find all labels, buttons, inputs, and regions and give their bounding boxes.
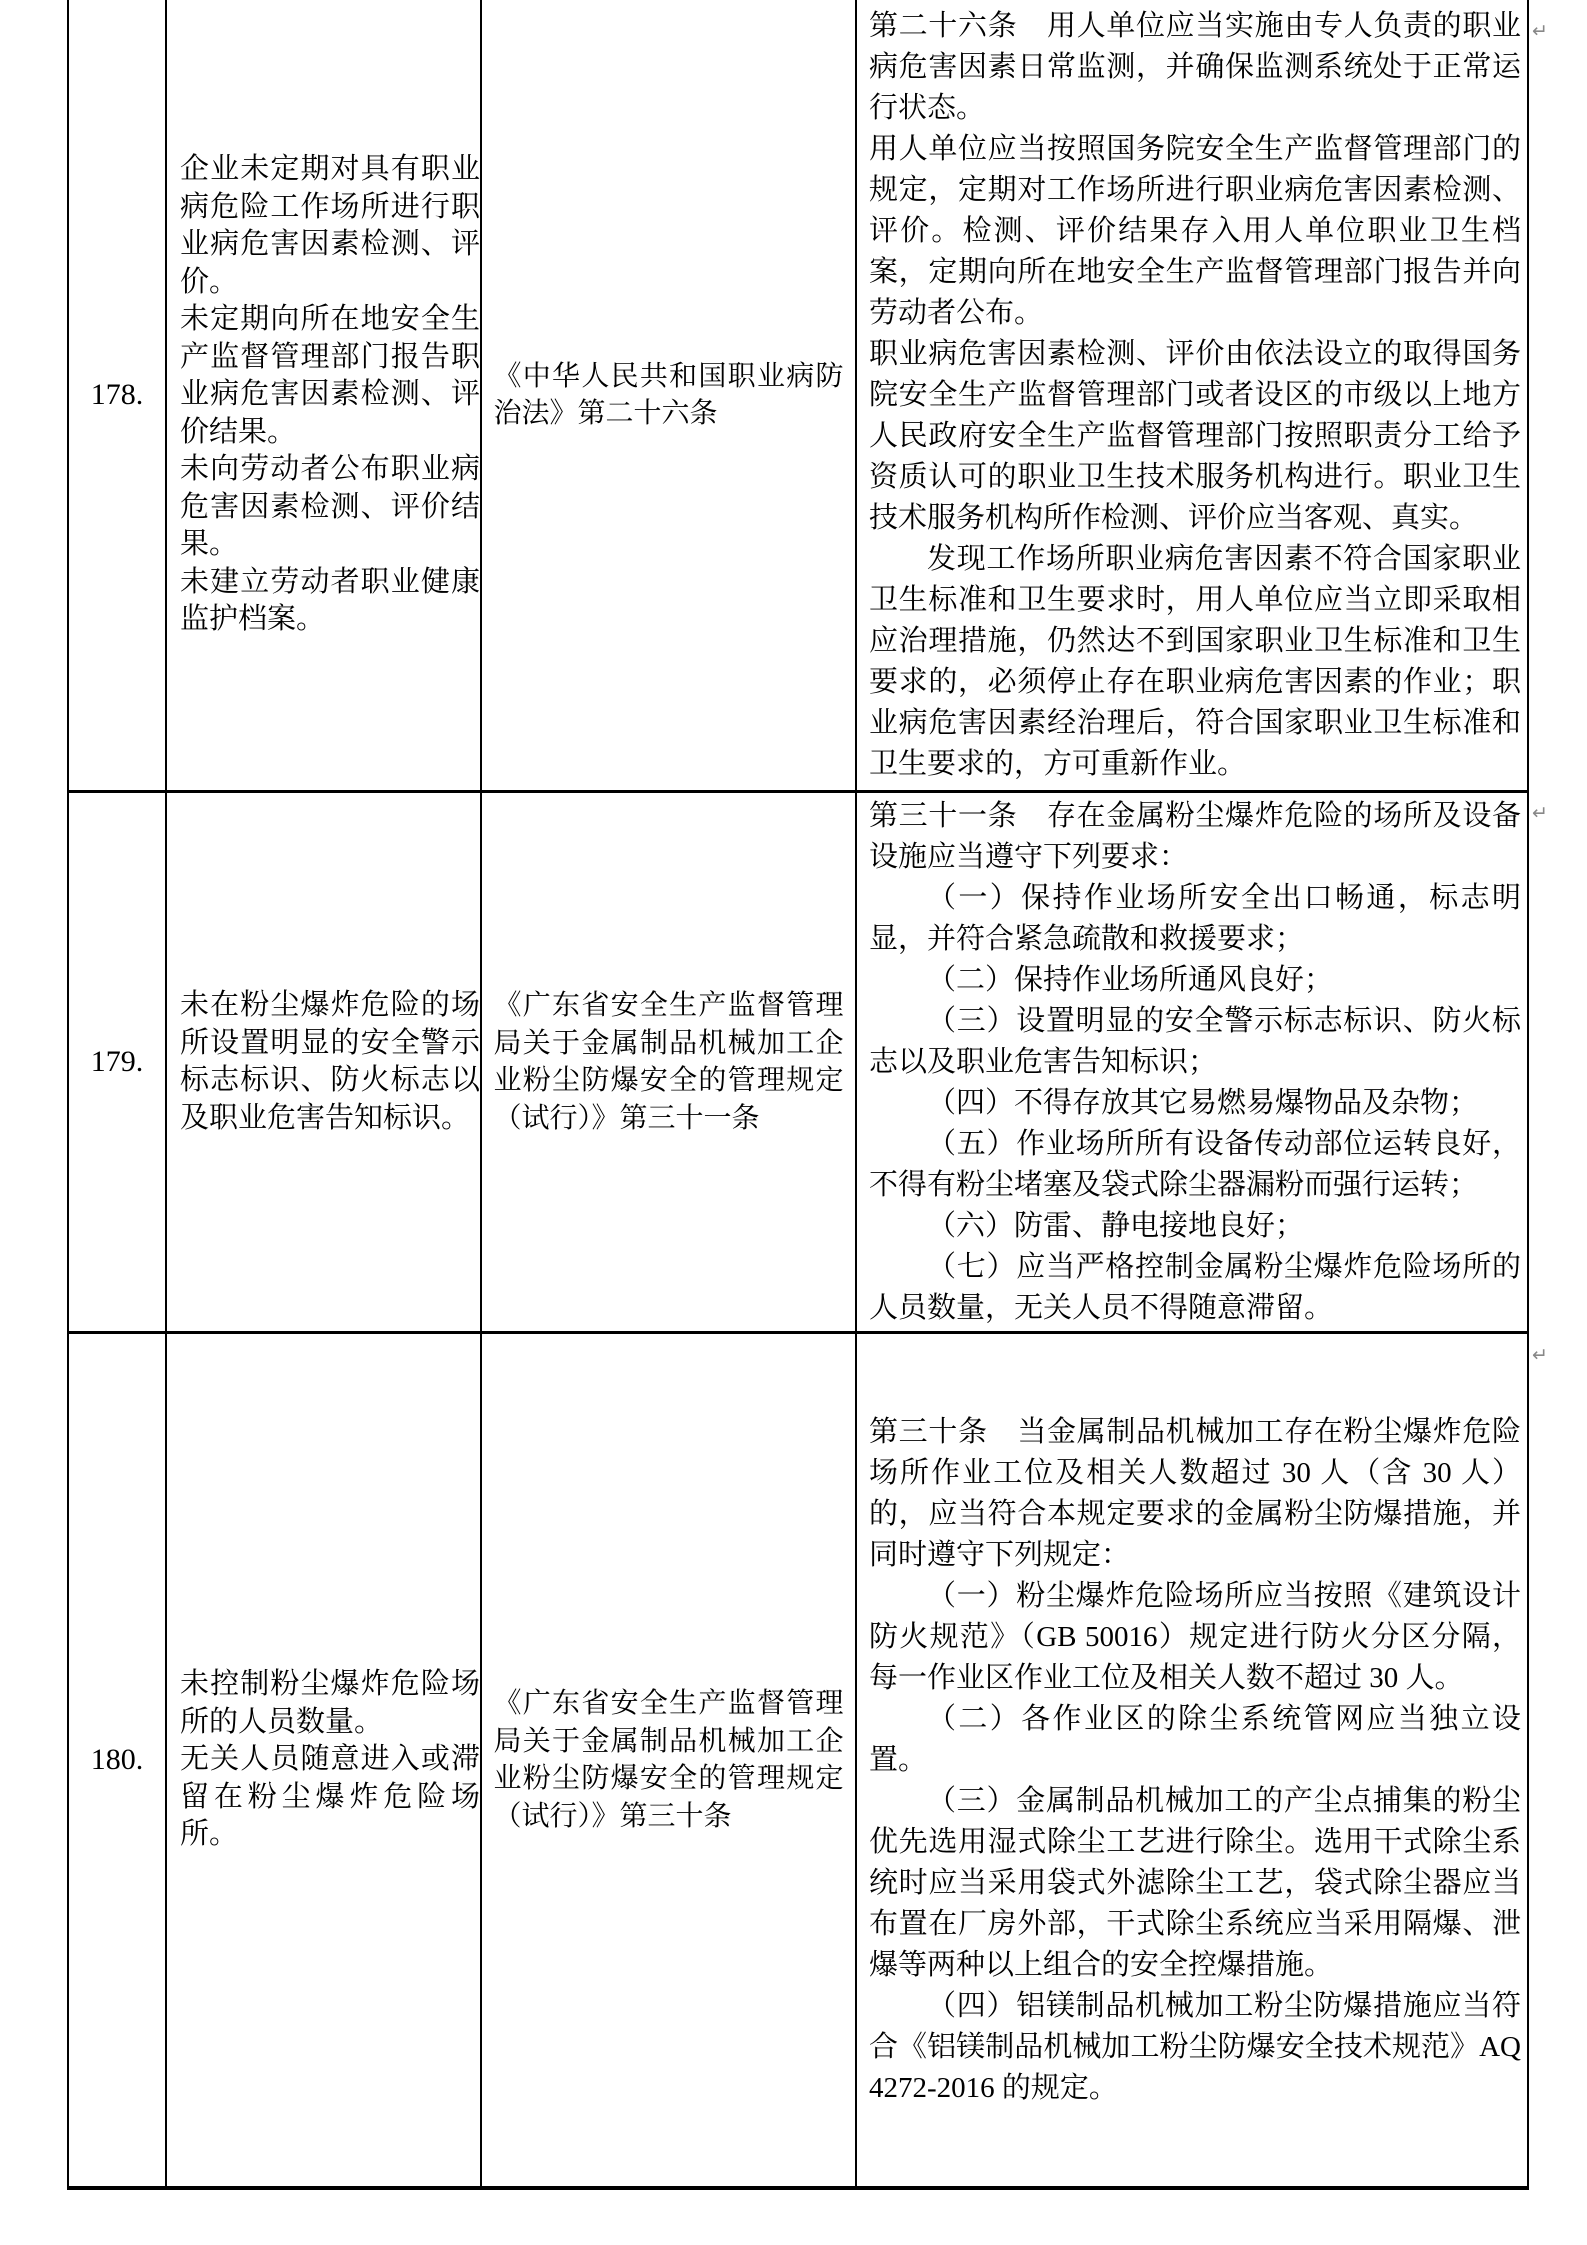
provision-paragraph: （三）金属制品机械加工的产尘点捕集的粉尘优先选用湿式除尘工艺进行除尘。选用干式除尘系统时应当采用袋式外滤除尘工艺，袋式除尘器应当布置在厂房外部，干式除尘系统应当采用隔爆、泄爆等两种以上组合的安全控爆措施。 [869, 1784, 1521, 1981]
table-row [69, 1334, 1527, 2190]
provision-paragraph: 第三十条 当金属制品机械加工存在粉尘爆炸危险场所作业工位及相关人数超过 30 人（含 30 人）的，应当符合本规定要求的金属粉尘防爆措施，并同时遵守下列规定： [869, 1415, 1521, 1571]
violation-cell [167, 0, 482, 790]
paragraph-mark: ↵ [1532, 802, 1548, 824]
violation-paragraph: 无关人员随意进入或滞留在粉尘爆炸危险场所。 [180, 1743, 480, 1851]
violation-paragraph: 企业未定期对具有职业病危险工作场所进行职业病危害因素检测、评价。 [180, 153, 480, 298]
row-number: 179. [90, 1045, 144, 1078]
provision-paragraph: （二）各作业区的除尘系统管网应当独立设置。 [869, 1702, 1521, 1776]
provision-cell [857, 793, 1527, 1331]
provision-paragraph: 用人单位应当按照国务院安全生产监督管理部门的规定，定期对工作场所进行职业病危害因素检测、评价。检测、评价结果存入用人单位职业卫生档案，定期向所在地安全生产监督管理部门报告并向劳动者公布。 [869, 132, 1521, 329]
provision-paragraph: （二）保持作业场所通风良好； [927, 963, 1334, 996]
row-number: 178. [90, 378, 144, 411]
provision-paragraph: （一）粉尘爆炸危险场所应当按照《建筑设计防火规范》（GB 50016）规定进行防火分区分隔，每一作业区作业工位及相关人数不超过 30 人。 [869, 1579, 1521, 1694]
provision-paragraph: （四）不得存放其它易燃易爆物品及杂物； [927, 1086, 1479, 1119]
paragraph-mark: ↵ [1532, 1344, 1548, 1366]
violation-paragraph: 未定期向所在地安全生产监督管理部门报告职业病危害因素检测、评价结果。 [180, 303, 480, 448]
row-number: 180. [90, 1743, 144, 1776]
violation-paragraph: 未控制粉尘爆炸危险场所的人员数量。 [180, 1668, 480, 1738]
basis-cell [482, 1334, 857, 2186]
provision-paragraph: 发现工作场所职业病危害因素不符合国家职业卫生标准和卫生要求时，用人单位应当立即采取相应治理措施，仍然达不到国家职业卫生标准和卫生要求的，必须停止存在职业病危害因素的作业；职业病危害因素经治理后，符合国家职业卫生标准和卫生要求的，方可重新作业。 [869, 542, 1521, 780]
provision-paragraph: （七）应当严格控制金属粉尘爆炸危险场所的人员数量，无关人员不得随意滞留。 [869, 1250, 1521, 1324]
paragraph-mark: ↵ [1532, 20, 1548, 42]
legal-basis-text: 《广东省安全生产监督管理局关于金属制品机械加工企业粉尘防爆安全的管理规定（试行）》第三十一条 [493, 990, 844, 1134]
table-row [69, 0, 1527, 793]
provision-paragraph: （一）保持作业场所安全出口畅通，标志明显，并符合紧急疏散和救援要求； [869, 881, 1521, 955]
legal-basis-text: 《广东省安全生产监督管理局关于金属制品机械加工企业粉尘防爆安全的管理规定（试行）》第三十条 [493, 1688, 844, 1832]
basis-cell [482, 793, 857, 1331]
provision-paragraph: （三）设置明显的安全警示标志标识、防火标志以及职业危害告知标识； [869, 1004, 1521, 1078]
provision-text [869, 1412, 1521, 2109]
row-number-cell [69, 793, 167, 1331]
provision-paragraph: （四）铝镁制品机械加工粉尘防爆措施应当符合《铝镁制品机械加工粉尘防爆安全技术规范》AQ 4272-2016 的规定。 [869, 1989, 1521, 2104]
provision-text [869, 6, 1521, 785]
violation-paragraph: 未在粉尘爆炸危险的场所设置明显的安全警示标志标识、防火标志以及职业危害告知标识。 [180, 989, 480, 1134]
provision-paragraph: （五）作业场所所有设备传动部位运转良好，不得有粉尘堵塞及袋式除尘器漏粉而强行运转； [869, 1127, 1521, 1201]
row-number-cell [69, 1334, 167, 2186]
violation-text [180, 1666, 480, 1854]
provision-paragraph: （六）防雷、静电接地良好； [927, 1209, 1305, 1242]
basis-cell [482, 0, 857, 790]
legal-basis-text: 《中华人民共和国职业病防治法》第二十六条 [493, 360, 844, 429]
violation-text [180, 151, 480, 639]
row-number-cell [69, 0, 167, 790]
regulation-table [67, 0, 1529, 2190]
violation-text [180, 987, 480, 1137]
provision-paragraph: 第二十六条 用人单位应当实施由专人负责的职业病危害因素日常监测，并确保监测系统处于正常运行状态。 [869, 9, 1521, 124]
violation-paragraph: 未向劳动者公布职业病危害因素检测、评价结果。 [180, 453, 480, 561]
table-row [69, 793, 1527, 1334]
provision-cell [857, 1334, 1527, 2186]
violation-paragraph: 未建立劳动者职业健康监护档案。 [180, 565, 480, 636]
violation-cell [167, 1334, 482, 2186]
provision-cell [857, 0, 1527, 790]
provision-paragraph: 职业病危害因素检测、评价由依法设立的取得国务院安全生产监督管理部门或者设区的市级以上地方人民政府安全生产监督管理部门按照职责分工给予资质认可的职业卫生技术服务机构进行。职业卫生技术服务机构所作检测、评价应当客观、真实。 [869, 337, 1521, 534]
provision-paragraph: 第三十一条 存在金属粉尘爆炸危险的场所及设备设施应当遵守下列要求： [869, 799, 1521, 873]
provision-text [869, 796, 1521, 1329]
violation-cell [167, 793, 482, 1331]
